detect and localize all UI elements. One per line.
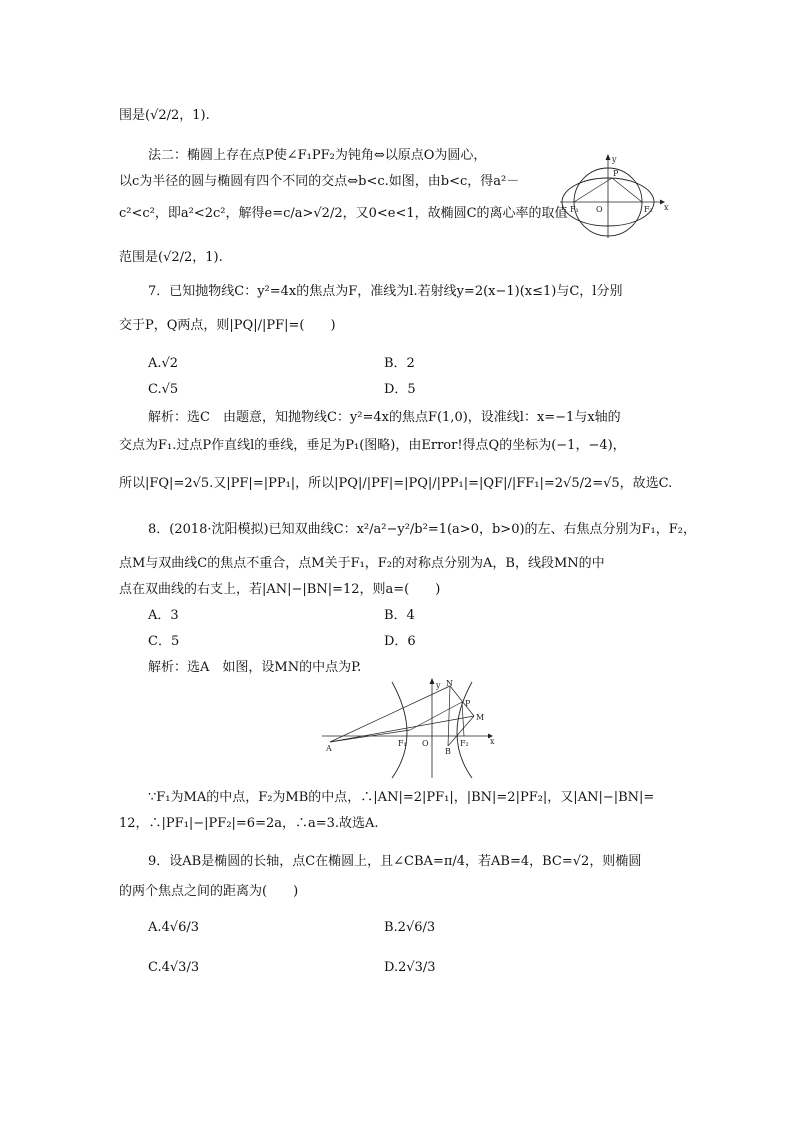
q8-option-c: C．5 xyxy=(148,634,180,649)
fig1-label-y: y xyxy=(612,155,617,164)
q8-option-b: B．4 xyxy=(384,608,415,623)
q7-option-c: C.√5 xyxy=(148,382,179,397)
fig1-label-x: x xyxy=(664,203,669,212)
q9-option-a: A.4√6/3 xyxy=(148,920,199,935)
fig1-label-o: O xyxy=(596,205,603,214)
q7-option-b: B．2 xyxy=(384,356,415,371)
fig2-label-f2: F₂ xyxy=(460,739,469,748)
q9-option-c: C.4√3/3 xyxy=(148,960,200,975)
fig2-label-a: A xyxy=(326,744,332,753)
fig2-label-f1: F₁ xyxy=(398,739,407,748)
text-line-16: 12，∴|PF₁|−|PF₂|=6=2a，∴a=3.故选A. xyxy=(119,816,379,831)
fig2-label-p: P xyxy=(465,699,471,708)
fig2-label-o: O xyxy=(422,739,429,748)
q7-option-d: D．5 xyxy=(384,382,416,397)
fig2-label-x: x xyxy=(490,737,495,746)
fig1-label-f2: F₂ xyxy=(644,205,653,214)
q9-option-d: D.2√3/3 xyxy=(384,960,436,975)
text-line-4: c²<c²，即a²<2c²，解得e=c/a>√2/2，又0<e<1，故椭圆C的离心率的取值 xyxy=(119,206,568,221)
ellipse-circle-figure xyxy=(560,150,670,240)
text-line-13: 点在双曲线的右支上，若|AN|−|BN|=12，则a=( ) xyxy=(119,582,441,597)
q8-option-d: D．6 xyxy=(384,634,416,649)
fig2-label-m: M xyxy=(476,713,485,722)
text-line-11: 8．(2018·沈阳模拟)已知双曲线C：x²/a²−y²/b²=1(a>0，b>0)的左、右焦点分别为F₁，F₂， xyxy=(148,522,696,537)
hyperbola-figure xyxy=(322,676,498,782)
text-line-14: 解析：选A 如图，设MN的中点为P. xyxy=(148,660,362,675)
text-line-15: ∵F₁为MA的中点，F₂为MB的中点，∴|AN|=2|PF₁|，|BN|=2|PF₂|，又|AN|−|BN|= xyxy=(148,790,655,805)
text-line-5: 范围是(√2/2，1). xyxy=(119,250,223,265)
fig1-label-p: P xyxy=(613,169,619,178)
text-line-8: 解析：选C 由题意，知抛物线C：y²=4x的焦点F(1,0)，设准线l：x=−1与x轴的 xyxy=(148,410,621,425)
fig2-label-b: B xyxy=(445,747,451,756)
q7-option-a: A.√2 xyxy=(148,356,179,371)
q9-option-b: B.2√6/3 xyxy=(384,920,436,935)
q8-option-a: A．3 xyxy=(148,608,179,623)
text-line-2: 法二：椭圆上存在点P使∠F₁PF₂为钝角⇔以原点O为圆心， xyxy=(148,148,487,163)
fig2-label-y: y xyxy=(436,681,441,690)
fig2-label-n: N xyxy=(446,679,453,688)
text-line-9: 交点为F₁.过点P作直线l的垂线，垂足为P₁(图略)，由Error!得点Q的坐标为(−1，−4)， xyxy=(119,438,626,453)
text-line-18: 的两个焦点之间的距离为( ) xyxy=(119,884,299,899)
fig1-label-f1: F₁ xyxy=(570,205,579,214)
text-line-6: 7．已知抛物线C：y²=4x的焦点为F，准线为l.若射线y=2(x−1)(x≤1)与C，l分别 xyxy=(148,284,623,299)
text-line-1: 围是(√2/2，1). xyxy=(119,108,210,123)
text-line-3: 以c为半径的圆与椭圆有四个不同的交点⇔b<c.如图，由b<c，得a²－ xyxy=(119,174,520,189)
text-line-17: 9．设AB是椭圆的长轴，点C在椭圆上，且∠CBA=π/4，若AB=4，BC=√2，则椭圆 xyxy=(148,854,642,869)
text-line-12: 点M与双曲线C的焦点不重合，点M关于F₁，F₂的对称点分别为A，B，线段MN的中 xyxy=(119,556,605,571)
text-line-7: 交于P，Q两点，则|PQ|/|PF|=( ) xyxy=(119,318,336,333)
text-line-10: 所以|FQ|=2√5.又|PF|=|PP₁|，所以|PQ|/|PF|=|PQ|/|PP₁|=|QF|/|FF₁|=2√5/2=√5，故选C. xyxy=(119,476,673,491)
